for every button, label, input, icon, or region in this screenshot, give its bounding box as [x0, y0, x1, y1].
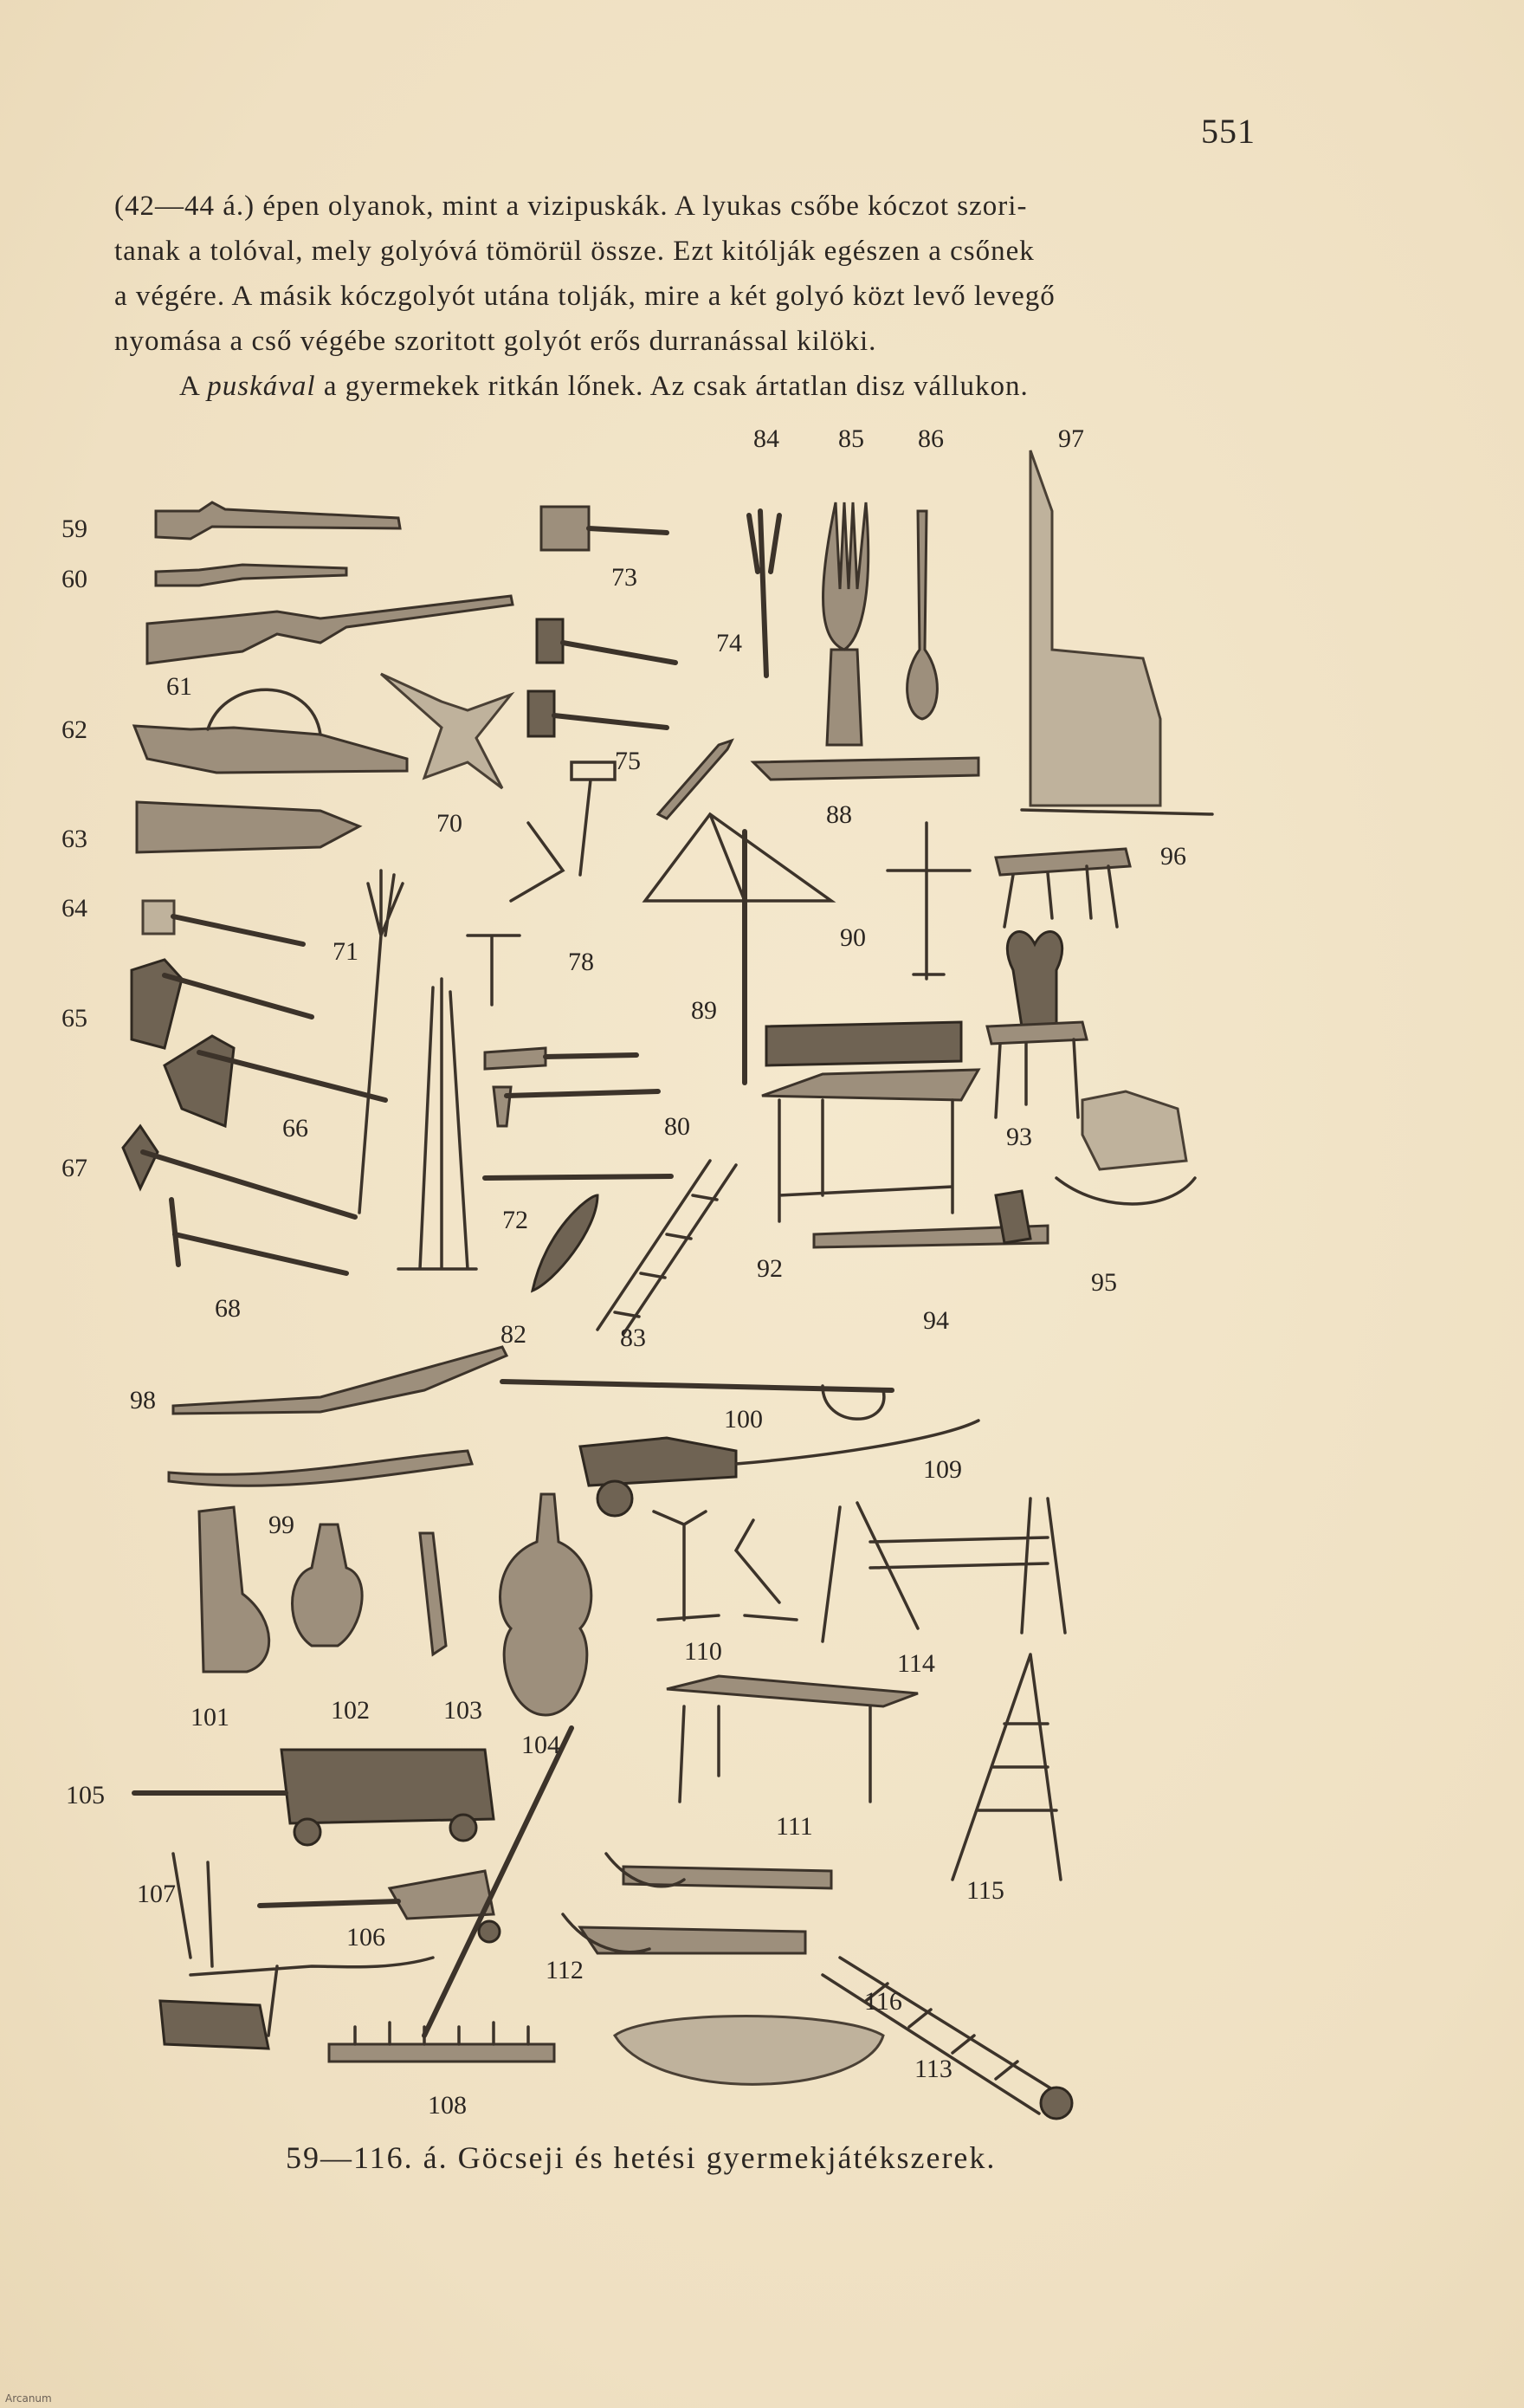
toy-74-head — [537, 619, 563, 663]
figure-number: 105 — [66, 1781, 105, 1809]
toy-111-top — [667, 1676, 918, 1706]
toy-114-frame — [823, 1499, 1065, 1641]
toy-111-legs — [680, 1706, 870, 1802]
figure-number: 116 — [864, 1987, 902, 2016]
figure-number: 61 — [166, 672, 192, 701]
italic-word: puskával — [207, 371, 316, 402]
toy-80-a-handle — [546, 1055, 636, 1057]
figure-number: 74 — [716, 629, 742, 657]
figure-number: 112 — [546, 1956, 584, 1984]
figure-number: 99 — [268, 1511, 294, 1539]
toy-85-fork — [823, 502, 869, 745]
figure-number: 84 — [753, 424, 779, 453]
figure-number: 115 — [966, 1876, 1004, 1905]
figure-number: 109 — [923, 1455, 962, 1484]
text-line: A puskával a gyermekek ritkán lőnek. Az csak ártatlan disz vállukon. — [179, 371, 1029, 402]
figure-number: 59 — [61, 515, 87, 543]
figure-number: 66 — [282, 1114, 308, 1143]
figure-number: 71 — [333, 937, 358, 966]
toy-board — [766, 1022, 961, 1065]
figure-number: 89 — [691, 996, 717, 1025]
toy-106-wheel — [479, 1921, 500, 1942]
toy-80-a — [485, 1048, 546, 1069]
toy-89-frame — [645, 814, 831, 901]
toy-gun-61 — [147, 596, 513, 663]
figure-number: 106 — [346, 1923, 385, 1952]
figure-number: 113 — [914, 2055, 953, 2083]
text-line: (42—44 á.) épen olyanok, mint a vizipuskák. A lyukas csőbe kóczot szori- — [114, 191, 1028, 222]
toy-illustration — [61, 416, 1238, 2148]
figure-number: 62 — [61, 715, 87, 744]
figure-number: 98 — [130, 1386, 156, 1414]
toy-73-handle — [589, 528, 667, 533]
figure-number: 80 — [664, 1112, 690, 1141]
toy-92-table-top — [762, 1070, 978, 1100]
toy-tool-a — [511, 762, 615, 901]
toy-109-wheel — [597, 1481, 632, 1516]
figure-number: 65 — [61, 1004, 87, 1032]
figure-number: 92 — [757, 1254, 783, 1283]
figure-number: 72 — [502, 1206, 528, 1234]
figure-number: 102 — [331, 1696, 370, 1725]
toy-93-chair-seat — [987, 1022, 1087, 1044]
figure-number: 67 — [61, 1154, 87, 1182]
toy-80-b-handle — [507, 1091, 658, 1096]
figure-number: 90 — [840, 923, 866, 952]
figure-number: 73 — [611, 563, 637, 592]
toy-90-cross — [888, 823, 970, 979]
toy-105-wheel-a — [294, 1819, 320, 1845]
toy-88-knife — [753, 758, 978, 780]
toy-64-handle — [173, 916, 303, 944]
toy-illustration-plate — [61, 416, 1238, 2148]
toy-107-share — [160, 2001, 268, 2049]
toy-116-wheel — [1041, 2088, 1072, 2119]
body-text — [114, 184, 1257, 409]
toy-72 — [398, 979, 476, 1269]
figure-number: 94 — [923, 1306, 949, 1335]
toy-80-b — [494, 1087, 511, 1126]
toy-115-rack — [953, 1654, 1061, 1880]
text-line: nyomása a cső végébe szoritott golyót erős durranással kilöki. — [114, 326, 877, 357]
toy-102-violin — [293, 1524, 363, 1646]
figure-number: 70 — [436, 809, 462, 838]
toy-93-chair-back — [1007, 932, 1062, 1026]
toy-65-blade — [132, 960, 182, 1048]
figure-number: 114 — [897, 1649, 935, 1678]
figure-number: 75 — [615, 747, 641, 775]
figure-number: 78 — [568, 948, 594, 976]
figure-caption: 59—116. á. Göcseji és hetési gyermekjátékszerek. — [286, 2140, 997, 2175]
toy-knife-a — [658, 741, 732, 819]
figure-number: 64 — [61, 894, 87, 922]
toy-105-wheel-b — [450, 1815, 476, 1841]
toy-64-head — [143, 901, 174, 934]
toy-92-table-legs — [779, 1100, 953, 1221]
toy-73 — [541, 507, 589, 550]
figure-number: 101 — [190, 1703, 229, 1732]
figure-number: 93 — [1006, 1123, 1032, 1151]
figure-number: 68 — [215, 1294, 241, 1323]
page-number: 551 — [1201, 112, 1256, 151]
figure-number: 95 — [1091, 1268, 1117, 1297]
figure-number: 97 — [1058, 424, 1084, 453]
figure-number: 86 — [918, 424, 944, 453]
toy-110-stand — [654, 1511, 797, 1620]
figure-number: 100 — [724, 1405, 763, 1434]
toy-rod — [485, 1176, 671, 1178]
toy-75-head — [528, 691, 554, 736]
figure-number: 85 — [838, 424, 864, 453]
toy-82 — [533, 1195, 597, 1291]
toy-95-cradle — [1082, 1091, 1186, 1169]
figure-number: 83 — [620, 1324, 646, 1352]
toy-99-sword — [169, 1451, 472, 1486]
toy-97-base — [1022, 810, 1212, 814]
toy-74-handle — [563, 643, 675, 663]
text-line: a végére. A másik kóczgolyót utána tolják, mire a két golyó közt levő levegő — [114, 281, 1056, 312]
toy-108-teeth — [355, 2023, 528, 2044]
toy-63 — [137, 802, 359, 852]
toy-106-handles — [260, 1901, 398, 1906]
toy-113-trough — [615, 2016, 883, 2085]
toy-108-rake — [329, 2044, 554, 2062]
figure-number: 110 — [684, 1637, 722, 1666]
toy-100-rod — [502, 1382, 892, 1390]
figure-number: 88 — [826, 800, 852, 829]
text-line: tanak a tolóval, mely golyóvá tömörül össze. Ezt kitólják egészen a csőnek — [114, 236, 1035, 267]
toy-gun-60 — [156, 565, 346, 586]
toy-97-church — [1030, 450, 1160, 806]
figure-number: 103 — [443, 1696, 482, 1725]
toy-95-rocker — [1056, 1178, 1195, 1204]
toy-84-fork — [749, 511, 779, 676]
toy-104-bass — [500, 1494, 591, 1715]
figure-number: 82 — [500, 1320, 526, 1349]
watermark: Arcanum — [5, 2392, 52, 2405]
figure-number: 108 — [428, 2091, 467, 2120]
toy-106 — [390, 1871, 494, 1919]
figure-number: 111 — [776, 1812, 813, 1841]
figure-number: 107 — [137, 1880, 176, 1908]
toy-65-handle — [165, 975, 312, 1017]
toy-109-cart — [580, 1438, 736, 1486]
figure-number: 104 — [521, 1731, 560, 1759]
toy-96-legs — [1004, 866, 1117, 927]
toy-66-blade — [165, 1036, 234, 1126]
toy-93-chair-legs — [996, 1039, 1078, 1117]
toy-83 — [597, 1161, 736, 1334]
toy-86-spoon — [907, 511, 938, 719]
toy-71-fork — [359, 871, 403, 1213]
toy-68-handle — [175, 1234, 346, 1273]
toy-101-instrument — [199, 1507, 269, 1672]
toy-98-sword — [173, 1347, 507, 1414]
figure-number: 63 — [61, 825, 87, 853]
toy-105-wagon — [281, 1750, 494, 1823]
toy-78 — [468, 935, 520, 1005]
figure-number: 60 — [61, 565, 87, 593]
toy-gun-59 — [156, 502, 400, 539]
toy-62 — [134, 726, 407, 773]
toy-75-handle — [554, 715, 667, 728]
figure-number: 96 — [1160, 842, 1186, 871]
toy-103-bow — [420, 1533, 446, 1654]
